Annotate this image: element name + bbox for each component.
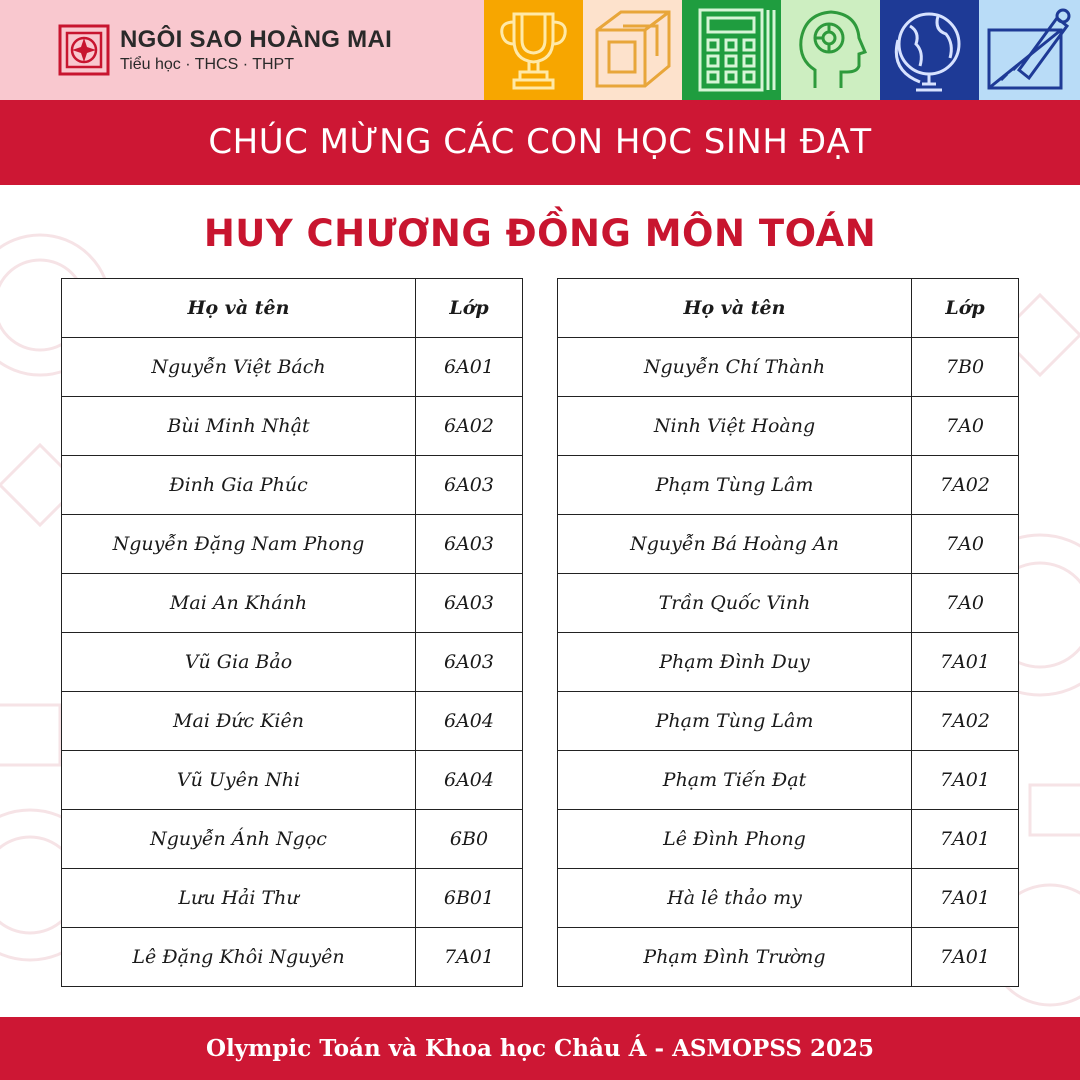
- student-class: 7A01: [912, 751, 1019, 810]
- ruler-pencil-icon: [979, 0, 1078, 100]
- cube-icon: [583, 0, 682, 100]
- student-name: Lê Đình Phong: [558, 810, 912, 869]
- student-table-left: [61, 278, 523, 987]
- brain-head-icon: [781, 0, 880, 100]
- student-class: 7A01: [912, 633, 1019, 692]
- globe-icon: [880, 0, 979, 100]
- table-row: [62, 574, 523, 633]
- student-class: 7A01: [416, 928, 523, 987]
- student-class: 6B01: [416, 869, 523, 928]
- student-class: 6A03: [416, 633, 523, 692]
- tile-ruler: [979, 0, 1080, 100]
- table-row: [558, 692, 1019, 751]
- student-class: 6A03: [416, 456, 523, 515]
- tile-brain: [781, 0, 880, 100]
- table-row: [62, 515, 523, 574]
- student-name: Trần Quốc Vinh: [558, 574, 912, 633]
- student-name: Nguyễn Chí Thành: [558, 338, 912, 397]
- student-name: Ninh Việt Hoàng: [558, 397, 912, 456]
- table-row: [62, 692, 523, 751]
- student-class: 6A02: [416, 397, 523, 456]
- student-name: Lê Đặng Khôi Nguyên: [62, 928, 416, 987]
- table-row: [558, 456, 1019, 515]
- award-title: HUY CHƯƠNG ĐỒNG MÔN TOÁN: [203, 212, 877, 255]
- student-class: 7A0: [912, 515, 1019, 574]
- congrats-text: CHÚC MỪNG CÁC CON HỌC SINH ĐẠT: [208, 122, 872, 162]
- trophy-icon: [484, 0, 583, 100]
- table-row: [62, 751, 523, 810]
- header-class: Lớp: [416, 279, 523, 338]
- tile-calculator: [682, 0, 781, 100]
- table-row: [558, 338, 1019, 397]
- student-class: 7B0: [912, 338, 1019, 397]
- table-row: [558, 633, 1019, 692]
- student-name: Lưu Hải Thư: [62, 869, 416, 928]
- student-table-right: [557, 278, 1019, 987]
- header-name: Họ và tên: [62, 279, 416, 338]
- student-name: Nguyễn Đặng Nam Phong: [62, 515, 416, 574]
- student-name: Mai An Khánh: [62, 574, 416, 633]
- student-class: 6B0: [416, 810, 523, 869]
- table-row: [62, 456, 523, 515]
- student-class: 6A03: [416, 515, 523, 574]
- table-row: [62, 633, 523, 692]
- student-name: Phạm Tiến Đạt: [558, 751, 912, 810]
- student-class: 7A0: [912, 397, 1019, 456]
- school-levels: Tiểu học · THCS · THPT: [120, 56, 294, 73]
- table-row: [558, 869, 1019, 928]
- header-bar: [0, 0, 1080, 100]
- table-row: [62, 338, 523, 397]
- congrats-banner: [0, 100, 1080, 185]
- student-name: Phạm Đình Trường: [558, 928, 912, 987]
- header-class: Lớp: [912, 279, 1019, 338]
- student-class: 6A01: [416, 338, 523, 397]
- student-class: 7A0: [912, 574, 1019, 633]
- header-name: Họ và tên: [558, 279, 912, 338]
- footer-bar: [0, 1017, 1080, 1080]
- table-row: [62, 869, 523, 928]
- student-class: 7A01: [912, 928, 1019, 987]
- student-name: Vũ Uyên Nhi: [62, 751, 416, 810]
- table-row: [558, 751, 1019, 810]
- table-row: [62, 810, 523, 869]
- student-name: Đinh Gia Phúc: [62, 456, 416, 515]
- student-name: Bùi Minh Nhật: [62, 397, 416, 456]
- student-name: Phạm Đình Duy: [558, 633, 912, 692]
- table-row: [62, 928, 523, 987]
- competition-name: Olympic Toán và Khoa học Châu Á - ASMOPSS 2025: [205, 1035, 875, 1062]
- student-class: 7A01: [912, 869, 1019, 928]
- table-header-row: [62, 279, 523, 338]
- table-row: [558, 574, 1019, 633]
- student-name: Vũ Gia Bảo: [62, 633, 416, 692]
- student-class: 7A02: [912, 692, 1019, 751]
- student-name: Mai Đức Kiên: [62, 692, 416, 751]
- tile-cube: [583, 0, 682, 100]
- school-name: NGÔI SAO HOÀNG MAI: [120, 26, 393, 53]
- table-row: [558, 928, 1019, 987]
- student-class: 7A01: [912, 810, 1019, 869]
- table-row: [62, 397, 523, 456]
- table-header-row: [558, 279, 1019, 338]
- student-class: 6A04: [416, 692, 523, 751]
- table-row: [558, 397, 1019, 456]
- tile-globe: [880, 0, 979, 100]
- student-class: 6A03: [416, 574, 523, 633]
- student-name: Phạm Tùng Lâm: [558, 456, 912, 515]
- table-row: [558, 810, 1019, 869]
- tile-trophy: [484, 0, 583, 100]
- student-class: 6A04: [416, 751, 523, 810]
- student-class: 7A02: [912, 456, 1019, 515]
- table-row: [558, 515, 1019, 574]
- student-name: Hà lê thảo my: [558, 869, 912, 928]
- calculator-icon: [682, 0, 781, 100]
- student-name: Nguyễn Bá Hoàng An: [558, 515, 912, 574]
- school-logo-icon: [58, 24, 110, 76]
- student-name: Nguyễn Ánh Ngọc: [62, 810, 416, 869]
- student-name: Nguyễn Việt Bách: [62, 338, 416, 397]
- student-name: Phạm Tùng Lâm: [558, 692, 912, 751]
